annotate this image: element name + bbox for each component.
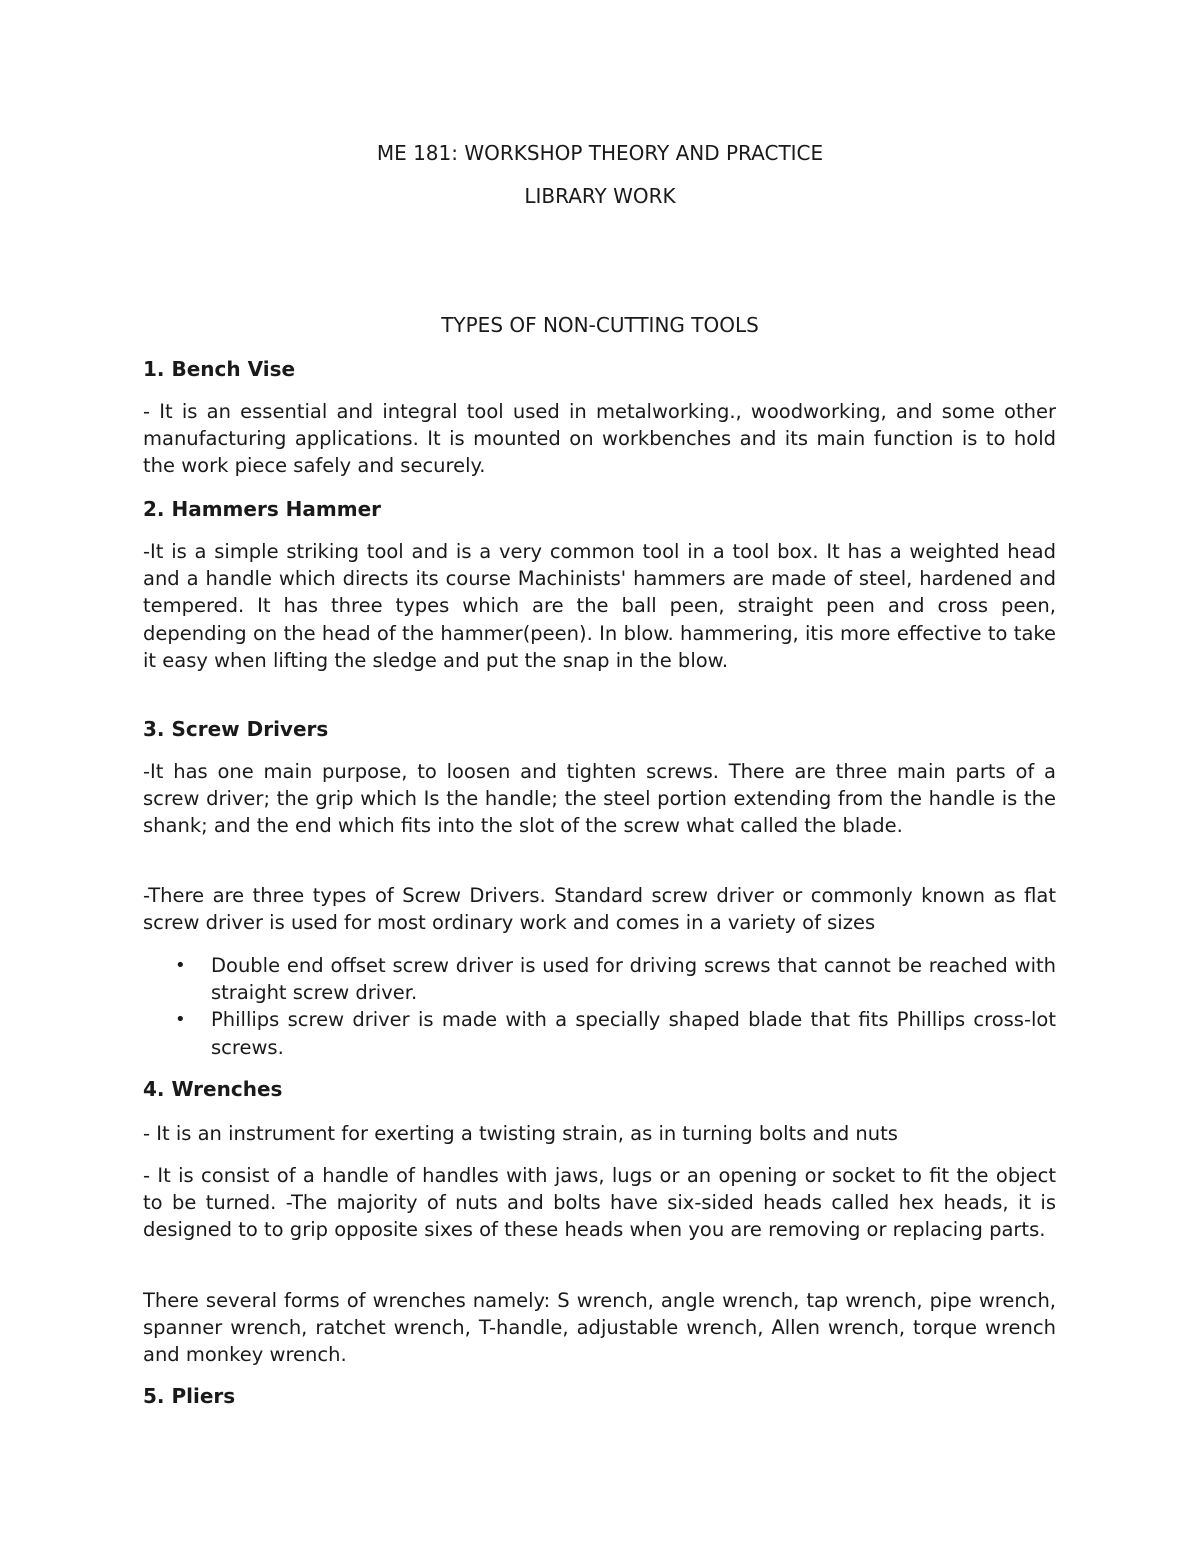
tool-heading-hammers: 2. Hammers Hammer <box>143 497 382 521</box>
bullet-icon: • <box>175 955 186 976</box>
paragraph-wrenches-forms: There several forms of wrenches namely: S wrench, angle wrench, tap wrench, pipe wrench, spanner wrench, ratchet wrench, T-handle, adjustable wrench, Allen wrench, torque wrench and monkey wrench. <box>143 1289 1056 1367</box>
tool-heading-wrenches: 4. Wrenches <box>143 1077 283 1101</box>
list-item <box>143 1006 1056 1060</box>
list-item-text: Double end offset screw driver is used for driving screws that cannot be reached with straight screw driver. <box>211 954 1056 1005</box>
paragraph-screw-drivers-types: -There are three types of Screw Drivers. Standard screw driver or commonly known as flat screw driver is used for most ordinary work and comes in a variety of sizes <box>143 884 1056 935</box>
paragraph-hammers: -It is a simple striking tool and is a very common tool in a tool box. It has a weighted head and a handle which directs its course Machinists' hammers are made of steel, hardened and tempered. It has three types which are the ball peen, straight peen and cross peen, depending on the head of the hammer(peen). In blow. hammering, itis more effective to take it easy when lifting the sledge and put the snap in the blow. <box>143 540 1056 672</box>
paragraph-screw-drivers-parts: -It has one main purpose, to loosen and tighten screws. There are three main parts of a screw driver; the grip which Is the handle; the steel portion extending from the handle is the shank; and the end which fits into the slot of the screw what called the blade. <box>143 760 1056 838</box>
list-item <box>143 952 1056 1006</box>
paragraph-wrenches-definition: - It is an instrument for exerting a twisting strain, as in turning bolts and nuts <box>143 1122 898 1145</box>
course-title: ME 181: WORKSHOP THEORY AND PRACTICE <box>376 141 824 165</box>
paragraph-bench-vise: - It is an essential and integral tool used in metalworking., woodworking, and some other manufacturing applications. It is mounted on workbenches and its main function is to hold the work piece safely and securely. <box>143 400 1056 478</box>
list-item-text: Phillips screw driver is made with a specially shaped blade that fits Phillips cross-lot screws. <box>211 1008 1056 1059</box>
tool-heading-pliers: 5. Pliers <box>143 1384 236 1408</box>
screw-driver-types-list <box>143 952 1056 1061</box>
tool-heading-screw-drivers: 3. Screw Drivers <box>143 717 329 741</box>
bullet-icon: • <box>175 1009 186 1031</box>
tool-heading-bench-vise: 1. Bench Vise <box>143 357 296 381</box>
document-subtitle: LIBRARY WORK <box>524 184 676 208</box>
paragraph-wrenches-description: - It is consist of a handle of handles with jaws, lugs or an opening or socket to fit the object to be turned. -The majority of nuts and bolts have six-sided heads called hex heads, it is designed to to grip opposite sixes of these heads when you are removing or replacing parts. <box>143 1164 1056 1242</box>
section-title: TYPES OF NON-CUTTING TOOLS <box>441 313 759 337</box>
